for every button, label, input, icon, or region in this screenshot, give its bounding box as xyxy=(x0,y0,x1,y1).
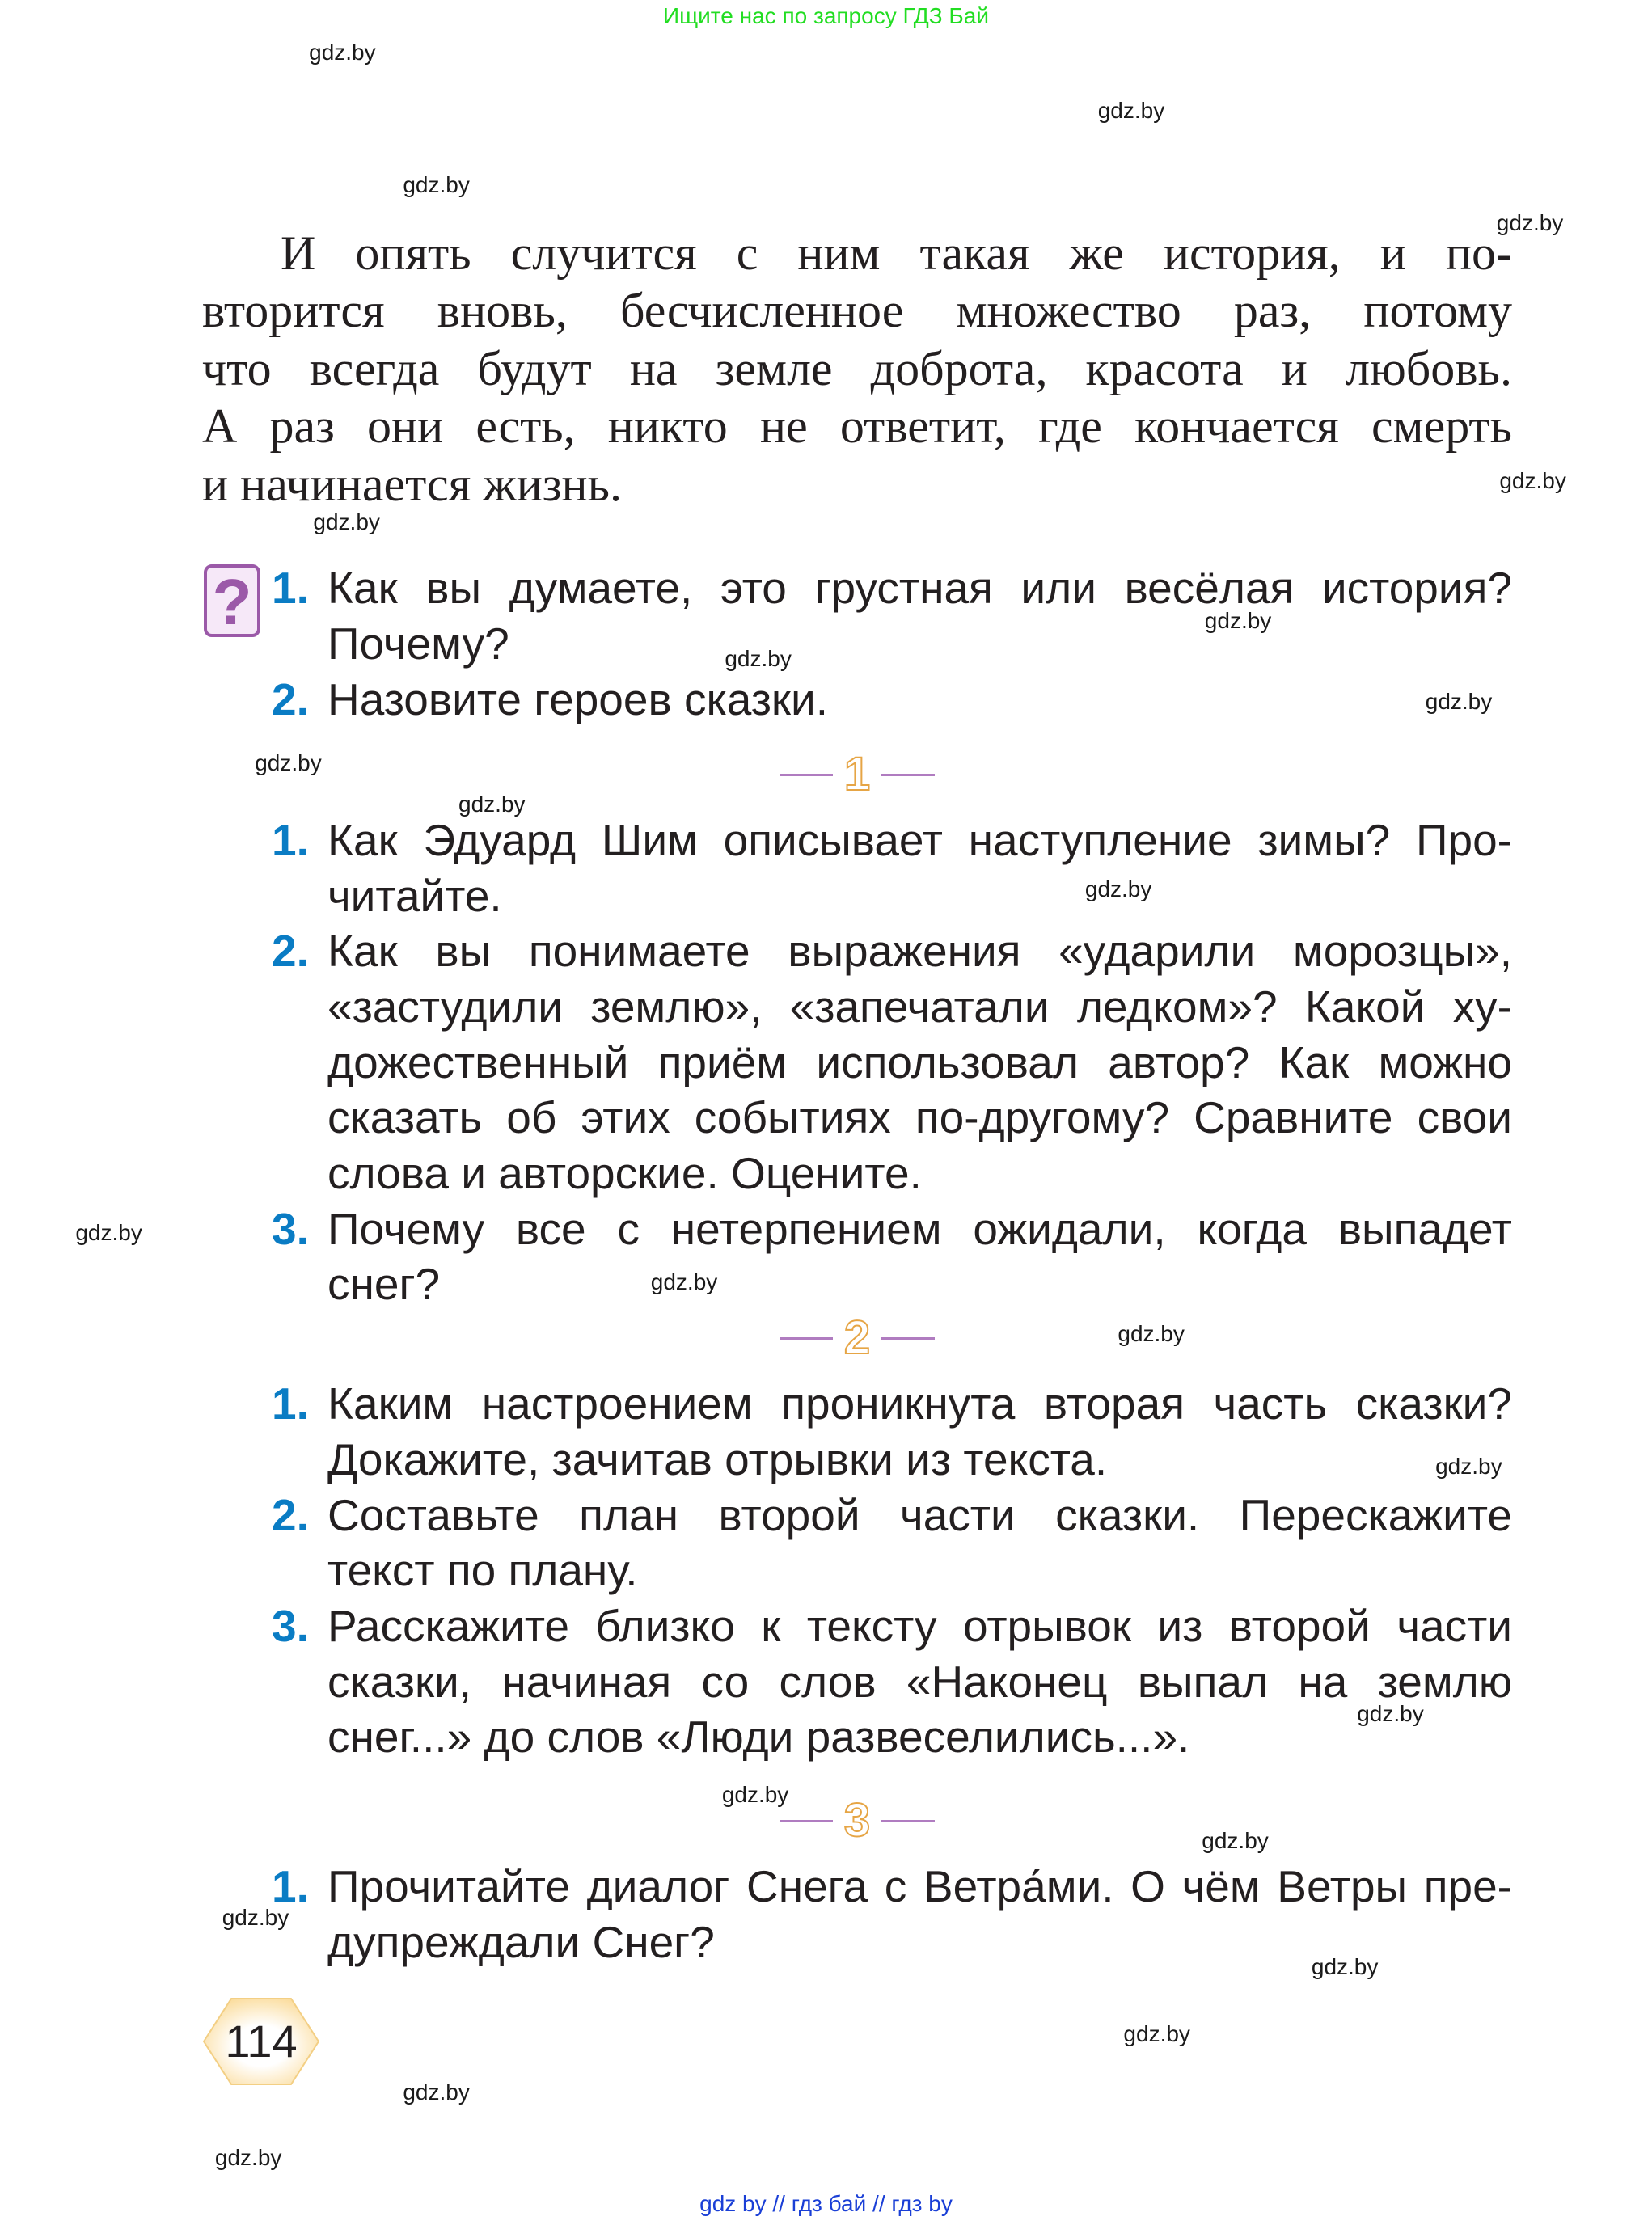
divider-line xyxy=(780,1337,833,1340)
divider-line xyxy=(881,1337,935,1340)
watermark-text: gdz.by xyxy=(650,1269,718,1295)
question-text-line: «застудили землю», «запечатали ледком»? Какой ху- xyxy=(327,982,1512,1032)
section-number: 3 xyxy=(843,1794,871,1847)
watermark-text: gdz.by xyxy=(1357,1701,1424,1726)
story-line: А раз они есть, никто не ответит, где кончается смерть xyxy=(202,399,1512,453)
watermark-text: gdz.by xyxy=(309,39,376,65)
question-text-line: Как Эдуард Шим описывает наступление зимы? Про- xyxy=(327,815,1512,865)
story-line: и начинается жизнь. xyxy=(202,458,623,511)
watermark-text: gdz.by xyxy=(1499,467,1566,493)
question-mark-icon: ? xyxy=(204,564,260,637)
question-number: 2. xyxy=(272,1490,309,1540)
question-text-line: сказать об этих событиях по-другому? Сравните свои xyxy=(327,1092,1512,1142)
watermark-text: gdz.by xyxy=(403,2079,470,2105)
watermark-text: gdz.by xyxy=(1496,210,1564,236)
watermark-text: gdz.by xyxy=(1204,607,1272,633)
question-text-line: Расскажите близко к тексту отрывок из второй части xyxy=(327,1601,1512,1651)
watermark-text: gdz.by xyxy=(721,1782,789,1808)
divider-line xyxy=(780,774,833,776)
question-text-line: снег? xyxy=(327,1259,441,1309)
question-text-line: Почему? xyxy=(327,619,509,669)
watermark-text: gdz.by xyxy=(1118,1320,1185,1346)
watermark-text: gdz.by xyxy=(75,1219,142,1245)
divider-line xyxy=(881,1820,935,1822)
question-text-line: Как вы понимаете выражения «ударили морозцы», xyxy=(327,926,1512,976)
section-number: 2 xyxy=(843,1311,871,1364)
section-number: 1 xyxy=(843,748,871,800)
question-number: 3. xyxy=(272,1204,309,1254)
divider-line xyxy=(881,774,935,776)
watermark-text: gdz.by xyxy=(255,749,322,775)
question-text-line: снег...» до слов «Люди развеселились...». xyxy=(327,1712,1190,1762)
watermark-text: gdz.by xyxy=(222,1904,289,1930)
question-text-line: Каким настроением проникнута вторая часть сказки? xyxy=(327,1378,1512,1429)
question-number: 1. xyxy=(272,1378,309,1429)
watermark-text: gdz.by xyxy=(458,791,526,817)
question-number: 1. xyxy=(272,815,309,865)
section-divider xyxy=(772,1310,942,1366)
question-text-line: сказки, начиная со слов «Наконец выпал на землю xyxy=(327,1657,1512,1707)
question-number: 1. xyxy=(272,563,309,613)
story-line: И опять случится с ним такая же история, и по- xyxy=(281,226,1512,280)
question-text-line: текст по плану. xyxy=(327,1545,638,1595)
question-text-line: Прочитайте диалог Снега с Ветра́ми. О чём Ветры пре- xyxy=(327,1861,1512,1911)
question-text-line: Как вы думаете, это грустная или весёлая история? xyxy=(327,563,1512,613)
question-text-line: читайте. xyxy=(327,871,502,921)
story-line: что всегда будут на земле доброта, красота и любовь. xyxy=(202,342,1512,395)
question-text-line: дупреждали Снег? xyxy=(327,1917,715,1967)
watermark-text: gdz.by xyxy=(313,509,380,535)
search-banner[interactable]: Ищите нас по запросу ГДЗ Бай xyxy=(662,3,990,28)
watermark-text: gdz.by xyxy=(1097,98,1165,124)
question-number: 2. xyxy=(272,926,309,976)
watermark-text: gdz.by xyxy=(1425,688,1493,714)
question-text-line: Почему все с нетерпением ожидали, когда выпадет xyxy=(327,1204,1512,1254)
story-line: вторится вновь, бесчисленное множество раз, потому xyxy=(202,284,1512,337)
question-number: 3. xyxy=(272,1601,309,1651)
watermark-text: gdz.by xyxy=(1435,1453,1502,1479)
watermark-text: gdz.by xyxy=(1123,2021,1190,2047)
watermark-text: gdz.by xyxy=(1202,1827,1269,1853)
section-divider xyxy=(772,1792,942,1849)
question-text-line: дожественный приём использовал автор? Как можно xyxy=(327,1037,1512,1087)
question-text-line: Докажите, зачитав отрывки из текста. xyxy=(327,1434,1108,1484)
section-divider xyxy=(772,746,942,803)
watermark-text: gdz.by xyxy=(725,646,792,672)
watermark-text: gdz.by xyxy=(1311,1954,1379,1980)
watermark-text: gdz.by xyxy=(1084,876,1152,902)
watermark-text: gdz.by xyxy=(403,171,470,197)
page-number: 114 xyxy=(225,2016,298,2067)
divider-line xyxy=(780,1820,833,1822)
question-number: 2. xyxy=(272,674,309,724)
watermark-text: gdz.by xyxy=(214,2145,282,2171)
question-text-line: Составьте план второй части сказки. Перескажите xyxy=(327,1490,1512,1540)
question-text-line: слова и авторские. Оцените. xyxy=(327,1148,922,1198)
question-number: 1. xyxy=(272,1861,309,1911)
question-text-line: Назовите героев сказки. xyxy=(327,674,828,724)
footer-links[interactable]: gdz by // гдз бай // гдз by xyxy=(699,2191,953,2216)
